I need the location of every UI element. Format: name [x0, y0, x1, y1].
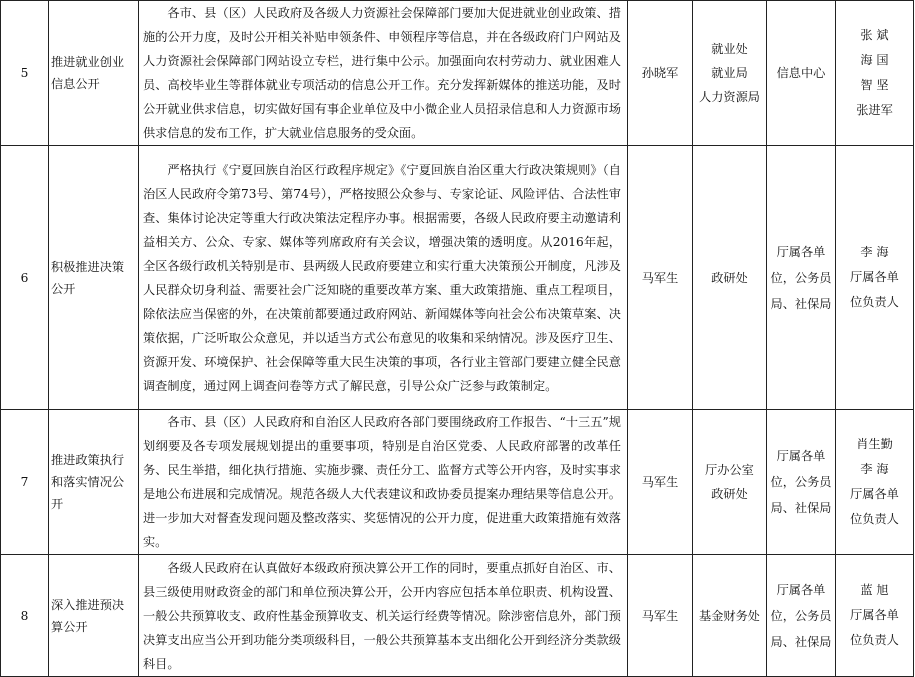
lead-department: 厅办公室 政研处: [693, 410, 767, 555]
cooperating-unit: 厅属各单 位，公务员 局、社保局: [767, 146, 836, 410]
row-number: 6: [1, 146, 49, 410]
lead-department: 就业处 就业局 人力资源局: [693, 1, 767, 146]
task-content: 各市、县（区）人民政府及各级人力资源社会保障部门要加大促进就业创业政策、措施的公开力度，及时公开相关补贴申领条件、申领程序等信息，并在各级政府门户网站及人力资源社会保障部门网站设立专栏，进行集中公示。加强面向农村劳动力、就业困难人员、高校毕业生等群体就业专项活动的信息公开工作。充分发挥新媒体的推送功能，及时公开就业供求信息，切实做好国有事企业单位及中小微企业人员招录信息和人力资源市场供求信息的发布工作，扩大就业信息服务的受众面。: [139, 1, 628, 146]
table-row: [1, 410, 914, 555]
table-row: [1, 555, 914, 677]
cooperating-unit: 信息中心: [767, 1, 836, 146]
task-title: 推进就业创业信息公开: [49, 1, 139, 146]
responsible-person: 蓝 旭 厅属各单 位负责人: [836, 555, 914, 677]
table-row: [1, 146, 914, 410]
task-content: 各级人民政府在认真做好本级政府预决算公开工作的同时，要重点抓好自治区、市、县三级使用财政资金的部门和单位预决算公开，公开内容应包括本单位职责、机构设置、一般公共预算收支、政府性基金预算收支、机关运行经费等情况。除涉密信息外，部门预决算支出应当公开到功能分类项级科目，一般公共预算基本支出细化公开到经济分类款级科目。: [139, 555, 628, 677]
lead-official: 孙晓军: [628, 1, 693, 146]
lead-official: 马军生: [628, 410, 693, 555]
lead-official: 马军生: [628, 555, 693, 677]
task-title: 推进政策执行和落实情况公开: [49, 410, 139, 555]
responsible-person: 李 海 厅属各单 位负责人: [836, 146, 914, 410]
cooperating-unit: 厅属各单 位，公务员 局、社保局: [767, 555, 836, 677]
task-content: 严格执行《宁夏回族自治区行政程序规定》《宁夏回族自治区重大行政决策规则》（自治区人民政府令第73号、第74号），严格按照公众参与、专家论证、风险评估、合法性审查、集体讨论决定等重大行政决策法定程序办事。根据需要，各级人民政府要主动邀请利益相关方、公众、专家、媒体等列席政府有关会议，增强决策的透明度。从2016年起，全区各级行政机关特别是市、县两级人民政府要建立和实行重大决策预公开制度，凡涉及人民群众切身利益、需要社会广泛知晓的重要改革方案、重大政策措施、重点工程项目，除依法应当保密的外，在决策前都要通过政府网站、新闻媒体等向社会公布决策草案、决策依据，广泛听取公众意见，并以适当方式公布意见的收集和采纳情况。涉及医疗卫生、资源开发、环境保护、社会保障等重大民生决策的事项，各行业主管部门要建立健全民意调查制度，通过网上调查问卷等方式了解民意，引导公众广泛参与政策制定。: [139, 146, 628, 410]
lead-department: 基金财务处: [693, 555, 767, 677]
task-title: 积极推进决策公开: [49, 146, 139, 410]
lead-department: 政研处: [693, 146, 767, 410]
row-number: 5: [1, 1, 49, 146]
task-title: 深入推进预决算公开: [49, 555, 139, 677]
responsible-person: 张 斌 海 国 智 坚 张进军: [836, 1, 914, 146]
lead-official: 马军生: [628, 146, 693, 410]
row-number: 8: [1, 555, 49, 677]
task-content: 各市、县（区）人民政府和自治区人民政府各部门要围绕政府工作报告、“十三五”规划纲要及各专项发展规划提出的重要事项，特别是自治区党委、人民政府部署的改革任务、民生举措，细化执行措施、实施步骤、责任分工、监督方式等公开内容，及时实事求是地公布进展和完成情况。规范各级人大代表建议和政协委员提案办理结果等信息公开。进一步加大对督查发现问题及整改落实、奖惩情况的公开力度，促进重大政策措施有效落实。: [139, 410, 628, 555]
responsible-person: 肖生勤 李 海 厅属各单 位负责人: [836, 410, 914, 555]
row-number: 7: [1, 410, 49, 555]
table-row: [1, 1, 914, 146]
cooperating-unit: 厅属各单 位，公务员 局、社保局: [767, 410, 836, 555]
